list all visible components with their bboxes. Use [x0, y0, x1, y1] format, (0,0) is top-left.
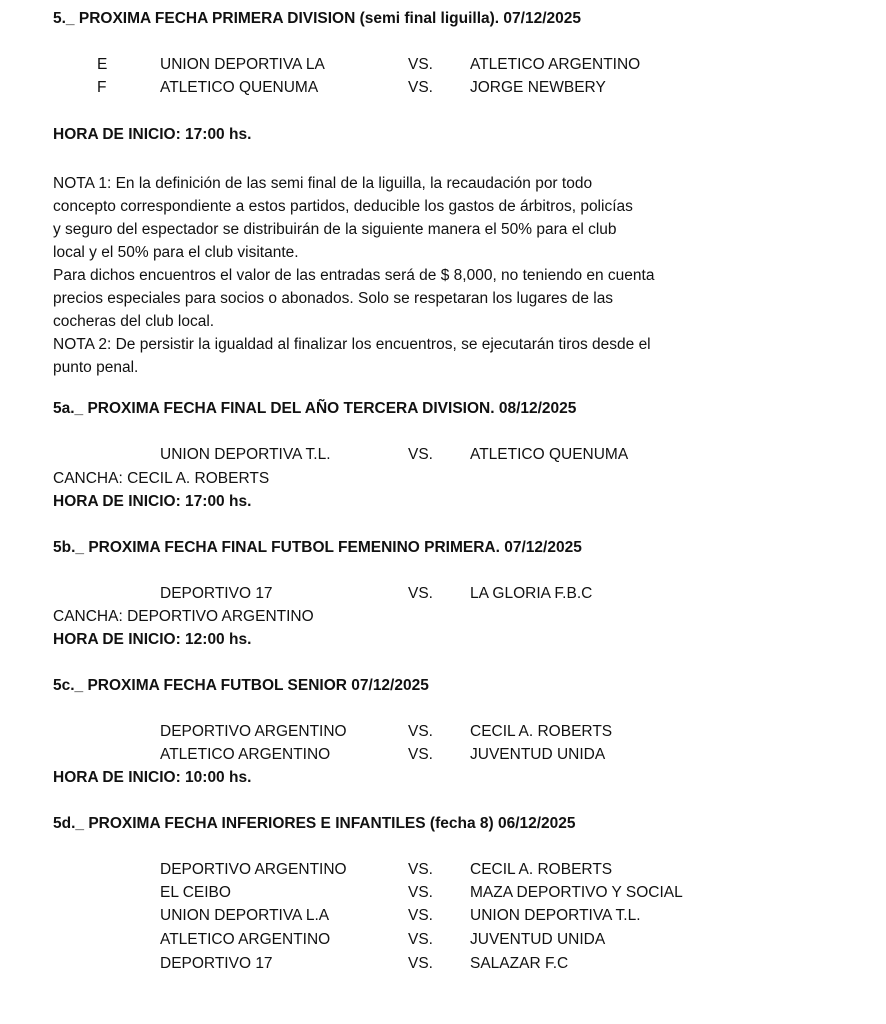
match-row — [0, 861, 886, 883]
note-line: concepto correspondiente a estos partidos, deducible los gastos de árbitros, policías — [53, 198, 633, 215]
start-time: HORA DE INICIO: 17:00 hs. — [53, 493, 252, 510]
away-team: MAZA DEPORTIVO Y SOCIAL — [470, 884, 683, 901]
home-team: DEPORTIVO 17 — [160, 585, 273, 602]
versus-label: VS. — [408, 79, 433, 96]
home-team: UNION DEPORTIVA LA — [160, 56, 325, 73]
away-team: CECIL A. ROBERTS — [470, 723, 613, 740]
away-team: ATLETICO ARGENTINO — [470, 56, 641, 73]
match-row — [0, 884, 886, 906]
note-line: NOTA 2: De persistir la igualdad al finalizar los encuentros, se ejecutarán tiros desde el — [53, 336, 651, 353]
away-team: SALAZAR F.C — [470, 955, 569, 972]
notes-block — [53, 172, 753, 379]
home-team: ATLETICO QUENUMA — [160, 79, 319, 96]
home-team: UNION DEPORTIVA T.L. — [160, 446, 331, 463]
note-line: cocheras del club local. — [53, 313, 215, 330]
match-row — [0, 931, 886, 953]
venue: CANCHA: CECIL A. ROBERTS — [53, 470, 270, 487]
start-time: HORA DE INICIO: 12:00 hs. — [53, 631, 252, 648]
versus-label: VS. — [408, 907, 433, 924]
start-time: HORA DE INICIO: 17:00 hs. — [53, 126, 252, 143]
away-team: JUVENTUD UNIDA — [470, 746, 606, 763]
start-time: HORA DE INICIO: 10:00 hs. — [53, 769, 252, 786]
section-5-heading: 5._ PROXIMA FECHA PRIMERA DIVISION (semi final liguilla). 07/12/2025 — [53, 10, 581, 27]
versus-label: VS. — [408, 746, 433, 763]
home-team: DEPORTIVO ARGENTINO — [160, 723, 347, 740]
match-letter: F — [97, 79, 107, 96]
away-team: CECIL A. ROBERTS — [470, 861, 613, 878]
note-line: precios especiales para socios o abonados. Solo se respetaran los lugares de las — [53, 290, 614, 307]
match-row — [0, 723, 886, 745]
home-team: EL CEIBO — [160, 884, 231, 901]
away-team: JUVENTUD UNIDA — [470, 931, 606, 948]
versus-label: VS. — [408, 884, 433, 901]
home-team: DEPORTIVO ARGENTINO — [160, 861, 347, 878]
note-line: Para dichos encuentros el valor de las entradas será de $ 8,000, no teniendo en cuenta — [53, 267, 655, 284]
section-5a-heading: 5a._ PROXIMA FECHA FINAL DEL AÑO TERCERA DIVISION. 08/12/2025 — [53, 400, 577, 417]
home-team: ATLETICO ARGENTINO — [160, 746, 331, 763]
match-letter: E — [97, 56, 108, 73]
versus-label: VS. — [408, 955, 433, 972]
match-row — [0, 446, 886, 468]
versus-label: VS. — [408, 861, 433, 878]
match-row — [0, 79, 886, 101]
section-5b-heading: 5b._ PROXIMA FECHA FINAL FUTBOL FEMENINO PRIMERA. 07/12/2025 — [53, 539, 582, 556]
match-row — [0, 955, 886, 977]
away-team: JORGE NEWBERY — [470, 79, 606, 96]
match-row — [0, 56, 886, 78]
home-team: DEPORTIVO 17 — [160, 955, 273, 972]
match-row — [0, 585, 886, 607]
match-row — [0, 746, 886, 768]
away-team: ATLETICO QUENUMA — [470, 446, 629, 463]
venue: CANCHA: DEPORTIVO ARGENTINO — [53, 608, 314, 625]
note-line: NOTA 1: En la definición de las semi final de la liguilla, la recaudación por todo — [53, 175, 593, 192]
versus-label: VS. — [408, 446, 433, 463]
home-team: ATLETICO ARGENTINO — [160, 931, 331, 948]
home-team: UNION DEPORTIVA L.A — [160, 907, 330, 924]
section-5c-heading: 5c._ PROXIMA FECHA FUTBOL SENIOR 07/12/2025 — [53, 677, 429, 694]
match-row — [0, 907, 886, 929]
section-5d-heading: 5d._ PROXIMA FECHA INFERIORES E INFANTILES (fecha 8) 06/12/2025 — [53, 815, 576, 832]
away-team: UNION DEPORTIVA T.L. — [470, 907, 641, 924]
note-line: y seguro del espectador se distribuirán de la siguiente manera el 50% para el club — [53, 221, 617, 238]
note-line: local y el 50% para el club visitante. — [53, 244, 299, 261]
versus-label: VS. — [408, 931, 433, 948]
versus-label: VS. — [408, 585, 433, 602]
note-line: punto penal. — [53, 359, 139, 376]
versus-label: VS. — [408, 723, 433, 740]
versus-label: VS. — [408, 56, 433, 73]
away-team: LA GLORIA F.B.C — [470, 585, 593, 602]
